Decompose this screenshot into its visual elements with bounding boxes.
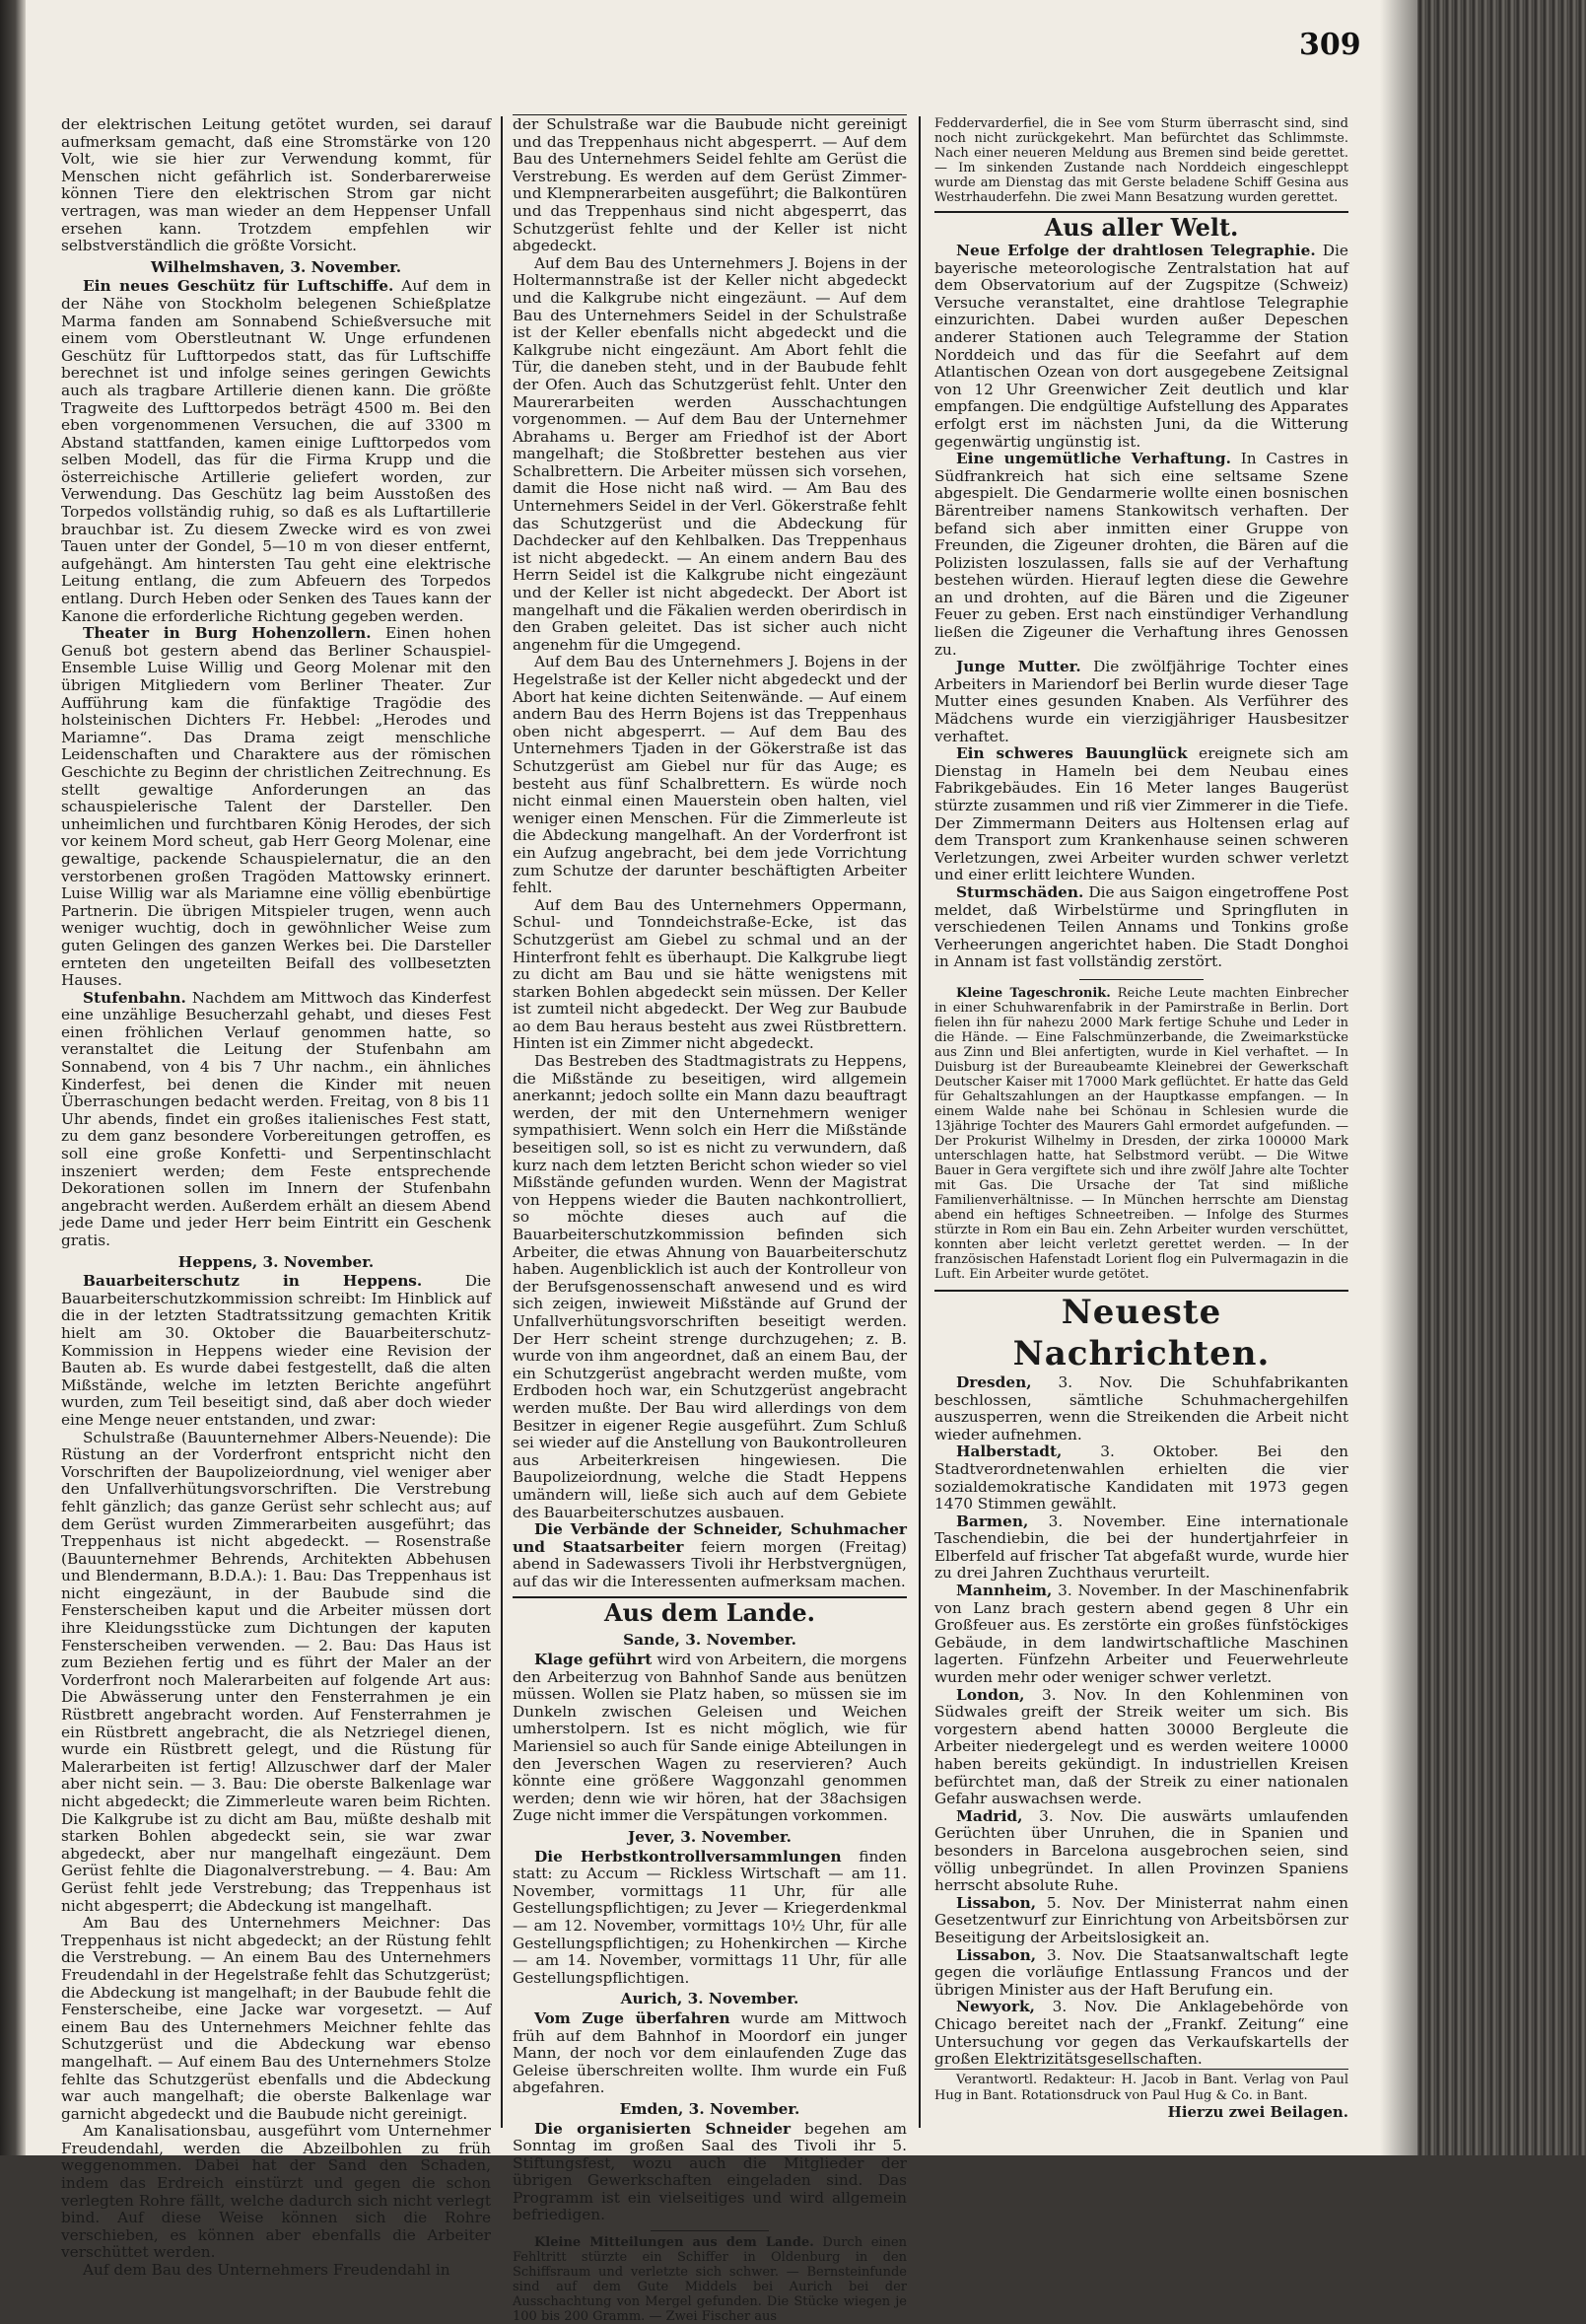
gutter-shadow <box>1380 0 1419 2155</box>
article-headline: Neue Erfolge der drahtlosen Telegraphie. <box>956 242 1316 259</box>
article-text: der Schulstraße war die Baubude nicht gereinigt und das Treppenhaus nicht abgesperrt. — Auf dem Bau des Unternehmers Seidel fehlte am Gerüst die Verstrebung. Es werden auf dem Gerüst Zimmer- und Klempnerarbeiten ausgeführt; die Balkontüren und das Treppenhaus sind nicht abgesperrt, das Schutzgerüst fehlte und der Keller ist nicht abgedeckt. <box>513 115 907 255</box>
news-text: 3. Nov. Die Staatsanwaltschaft legte gegen die vorläufige Entlassung Francos und der übrigen Minister aus der Haft Berufung ein. <box>934 1945 1348 1999</box>
article-headline: Die organisierten Schneider <box>534 2119 792 2138</box>
section-heading-aus-aller-welt: Aus aller Welt. <box>1044 213 1239 242</box>
article-headline: Die Herbstkontrollversammlungen <box>534 1847 842 1866</box>
news-text: 3. Oktober. Bei den Stadtverordnetenwahlen erhielten die vier sozialdemokratische Kandidaten mit 1973 gegen 1470 Stimmen gewählt. <box>934 1443 1348 1514</box>
article-headline: Stufenbahn. <box>83 988 186 1007</box>
section-rule <box>651 2230 769 2231</box>
article-text: Auf dem Bau des Unternehmers J. Bojens in der Holtermannstraße ist der Keller nicht abgedeckt und die Kalkgrube nicht eingezäunt. — Auf dem Bau des Unternehmers Seidel in der Schulstraße ist der Keller ebenfalls nicht abgedeckt und die Kalkgrube nicht eingezäunt. Am Abort fehlt die Tür, die daneben steht, und in der Baubude fehlt der Ofen. Auch das Schutzgerüst fehlt. Unter den Maurerarbeiten werden Ausschachtungen vorgenommen. — Auf dem Bau der Unternehmer Abrahams u. Berger am Friedhof ist der Abort mangelhaft; die Stoßbretter bestehen aus vier Schalbrettern. Die Arbeiter müssen sich vorsehen, damit die Hose nicht naß wird. — Am Bau des Unternehmers Seidel in der Verl. Gökerstraße fehlt das Schutzgerüst und die Abdeckung für Dachdecker auf den Kehlbalken. Das Treppenhaus ist nicht abgedeckt. — An einem andern Bau des Herrn Seidel ist die Kalkgrube nicht eingezäunt und der Keller ist nicht abgedeckt. Der Abort ist mangelhaft und die Fäkalien werden oberirdisch in den Graben geleitet. Das ist sicher auch nicht angenehm für die Umgegend. <box>513 253 907 654</box>
article-text: Nachdem am Mittwoch das Kinderfest eine unzählige Besucherzahl gehabt, und dieses Fest einen fröhlichen Verlauf genommen hatte, so veranstaltet die Leitung der Stufenbahn am Sonnabend, von 4 bis 7 Uhr nachm., ein ähnliches Kinderfest, bei denen die Kinder mit neuen Überraschungen bedacht werden. Freitag, von 8 bis 11 Uhr abends, findet ein großes italienisches Fest statt, zu dem ganz besondere Vorbereitungen getroffen, es soll eine große Konfetti- und Serpentinschlacht inszeniert werden; dem Feste entsprechende Dekorationen sollen im Innern der Stufenbahn angebracht werden. Außerdem erhält an diesem Abend jede Dame und jeder Herr beim Eintritt ein Geschenk gratis. <box>61 988 491 1249</box>
dateline: Wilhelmshaven, 3. November. <box>150 257 402 276</box>
news-place: Newyork, <box>956 1998 1035 2016</box>
article-headline: Ein schweres Bauunglück <box>956 744 1188 763</box>
article-text: Am Kanalisationsbau, ausgeführt vom Unternehmer Freudendahl, werden die Abzeilbohlen zu früh weggenommen. Dabei hat der Sand den Schaden, indem das Erdreich einstürzt und gegen die schon verlegten Rohre fällt, welche dadurch sich nicht verlegt bind. Auf diese Weise können sich die Rohre verschieben, es können aber ebenfalls die Arbeiter verschüttet werden. <box>61 2122 491 2262</box>
article-text: Schulstraße (Bauunternehmer Albers-Neuende): Die Rüstung an der Vorderfront entspricht nicht den Vorschriften der Baupolizeiordnung, viel weniger aber den Unfallverhütungsvorschriften. Die Verstrebung fehlt gänzlich; das ganze Gerüst sehr schlecht aus; auf dem Gerüst wurden Zimmerarbeiten ausgeführt; das Treppenhaus ist nicht abgedeckt. — Rosenstraße (Bauunternehmer Behrends, Architekten Abbehusen und Blendermann, B.D.A.): 1. Bau: Das Treppenhaus ist nicht eingezäunt, in der Baubude sind die Fensterscheiben kaput und die Arbeiter müssen dort ihre Kleidungsstücke zum Dichtungen der kaputen Fensterscheiben verwenden. — 2. Bau: Das Haus ist zum Beziehen fertig und es führt der Maler an der Vorderfront noch Malerarbeiten auf folgende Art aus: Die Abwässerung unter den Fensterrahmen je ein Rüstbrett angebracht worden. Auf Fensterrahmen je ein Rüstbrett angebracht, die als Netzriegel dienen, wurde ein Rüstbrett gelegt, und die Rüstung für Malerarbeiten ist fertig! Allzuschwer darf der Maler aber nicht sein. — 3. Bau: Die oberste Balkenlage war nicht abgedeckt; die Zimmerleute waren beim Richten. Die Kalkgrube ist zu dicht am Bau, müßte deshalb mit starken Bohlen abgedeckt sein, sie war zwar abgedeckt, aber nur mangelhaft eingezäunt. Dem Gerüst fehlte die Diagonalverstrebung. — 4. Bau: Am Gerüst fehlt jede Verstrebung; das Treppenhaus ist nicht abgesperrt; die Abdeckung ist mangelhaft. <box>61 1428 491 1915</box>
article-stufenbahn <box>61 990 491 1250</box>
article-text: finden statt: zu Accum — Rickless Wirtschaft — am 11. November, vormittags 11 Uhr, für alle Gestellungspflichtigen; zu Jever — Kriegerdenkmal — am 12. November, vormittags 10½ Uhr, für alle Gestellungspflichtigen; zu Hohenkirchen — Kirche — am 14. November, vormittags 11 Uhr, für alle Gestellungspflichtigen. <box>513 1847 907 1987</box>
news-text: 5. Nov. Der Ministerrat nahm einen Gesetzentwurf zur Einrichtung von Arbeitsbörsen zur Beseitigung der Arbeitslosigkeit an. <box>934 1893 1348 1946</box>
column-rule-1 <box>501 116 503 2128</box>
section-heading-aus-dem-lande: Aus dem Lande. <box>603 1598 816 1628</box>
article-text: Am Bau des Unternehmers Meichner: Das Treppenhaus ist nicht abgedeckt; an der Rüstung fehlt die Verstrebung. — An einem Bau des Unternehmers Freudendahl in der Hegelstraße fehlt das Schutzgerüst; die Abdeckung ist mangelhaft; in der Baubude fehlt die Fensterscheibe, eine Jacke war vorgesetzt. — Auf einem Bau des Unternehmers Meichner fehlte das Schutzgerüst und die Abdeckung war ebenso mangelhaft. — Auf einem Bau des Unternehmers Stolze fehlte das Schutzgerüst ebenfalls und die Abdeckung war auch mangelhaft; die oberste Balkenlage war garnicht abgedeckt und die Baubude nicht gereinigt. <box>61 1914 491 2123</box>
section-rule <box>934 1290 1348 1292</box>
article-headline: Bauarbeiterschutz in Heppens. <box>83 1272 423 1291</box>
news-place: Halberstadt, <box>956 1443 1063 1461</box>
article-herbstkontroll <box>513 1849 907 1988</box>
dateline: Jever, 3. November. <box>628 1828 792 1846</box>
section-rule <box>934 211 1348 213</box>
news-item <box>934 1583 1348 1687</box>
article-verbaende <box>513 1521 907 1590</box>
news-place: Madrid, <box>956 1806 1023 1825</box>
supplements-note: Hierzu zwei Beilagen. <box>1167 2102 1348 2121</box>
article-text: Durch einen Fehltritt stürzte ein Schiffer in Oldenburg in den Schiffsraum und verletzte sich schwer. — Bernsteinfunde sind auf dem Gute Middels bei Aurich bei der Ausschachtung von Mergel gefunden. Die Stücke wiegen je 100 bis 200 Gramm. — Zwei Fischer aus <box>513 2235 907 2324</box>
news-item <box>934 1514 1348 1583</box>
article-headline: Die Verbände der Schneider, Schuhmacher und Staatsarbeiter <box>513 1520 907 1556</box>
article-text: Reiche Leute machten Einbrecher in einer Schuhwarenfabrik in der Pamirstraße in Berlin. Dort fielen ihn für nahezu 2000 Mark fertige Schuhe und Leder in die Hände. — Eine Falschmünzerbande, die Zweimarkstücke aus Zinn und Blei anfertigten, wurde in Kiel verhaftet. — In Duisburg ist der Bureaubeamte Kleinebrei der Gewerkschaft Deutscher Kaiser mit 17000 Mark geflüchtet. Er hatte das Geld für Gehaltszahlungen an der Hauptkasse empfangen. — In einem Walde nahe bei Schönau in Schlesien wurde die 13jährige Tochter des Maurers Gahl ermordet aufgefunden. — Der Prokurist Wilhelmy in Dresden, der zirka 100000 Mark unterschlagen hatte, hat Selbstmord verübt. — Die Witwe Bauer in Gera vergiftete sich und ihre zwölf Jahre alte Tochter mit Gas. Die Ursache der Tat sind mißliche Familienverhältnisse. — In München herrschte am Dienstag abend ein heftiges Schneetreiben. — Infolge des Sturmes stürzte in Rom ein Bau ein. Zehn Arbeiter wurden verschüttet, konnten aber leicht verletzt gerettet werden. — In der französischen Hafenstadt Lorient flog ein Pulvermagazin in die Luft. Ein Arbeiter wurde getötet. <box>934 985 1348 1282</box>
article-text: wird von Arbeitern, die morgens den Arbeiterzug von Bahnhof Sande aus benützen müssen. Wollen sie Platz haben, so müssen sie im Dunkeln zwischen Geleisen und Weichen umherstolpern. Ist es nicht möglich, wie für Mariensiel so auch für Sande einige Abteilungen in den Jeverschen Wagen zu reservieren? Auch könnte eine größere Waggonzahl genommen werden; denn wie wir hören, hat der 38achsigen Zuge nicht immer die Verspätungen vorkommen. <box>513 1651 907 1825</box>
article-kleine-mitteilungen <box>513 2235 907 2324</box>
column-3 <box>934 116 1348 2128</box>
article-text: Das Bestreben des Stadtmagistrats zu Heppens, die Mißstände zu beseitigen, wird allgemein anerkannt; jedoch sollte ein Mann dazu beauftragt werden, der mit den Unternehmern weniger sympathisiert. Wenn solch ein Herr die Mißstände beseitigen soll, so ist es nicht zu verwundern, daß kurz nach dem letzten Bericht schon wieder so viel Mißstände gefunden wurden. Wenn der Magistrat von Heppens wieder die Bauten nachkontrolliert, so möchte dieses auch auf die Bauarbeiterschutzkommission befinden sich Arbeiter, die etwas Ahnung von Bauarbeiterschutz haben. Augenblicklich ist auch der Kontrolleur von der Berufsgenossenschaft anwesend und es wird sich zeigen, inwieweit Mißstände auf Grund der Unfallverhütungsvorschriften beseitigt werden. Der Herr scheint strenge durchzugehen; z. B. wurde von ihm angeordnet, daß an einem Bau, der ein Schutzgerüst angebracht werden mußte, vom Erdboden hoch war, ein Schutzgerüst angebracht werden mußte. Der Bau wird allerdings von dem Besitzer in eigener Regie ausgeführt. Zum Schluß sei wieder auf die Anstellung von Baukontrolleuren aus Arbeiterkreisen hingewiesen. Die Baupolizeiordnung, welche die Stadt Heppens umändern will, ließe sich auch auf dem Gebiete des Bauarbeiterschutzes ausbauen. <box>513 1052 907 1521</box>
news-text: 3. Nov. Die Schuhfabrikanten beschlossen, sämtliche Schuhmachergehilfen auszusperren, wenn die Streikenden die Arbeit nicht wieder aufnehmen. <box>934 1373 1348 1444</box>
article-headline: Theater in Burg Hohenzollern. <box>83 624 372 643</box>
section-rule <box>1079 979 1204 980</box>
news-text: 3. November. Eine internationale Taschendiebin, die bei der hundertjahrfeier in Elberfeld auf frischer Tat abgefaßt wurde, wurde hier zu drei Jahren Zuchthaus verurteilt. <box>934 1512 1348 1583</box>
article-headline: Junge Mutter. <box>956 658 1081 676</box>
news-text: 3. Nov. Die auswärts umlaufenden Gerüchten über Unruhen, die in Spanien und besonders in Barcelona ausgebrochen seien, sind völlig unbegründet. In allen Provinzen Spaniens herrscht absolute Ruhe. <box>934 1806 1348 1895</box>
imprint: Verantwortl. Redakteur: H. Jacob in Bant. Verlag von Paul Hug in Bant. Rotationsdruck von Paul Hug & Co. in Bant. <box>934 2069 1348 2104</box>
column-rule-2 <box>919 116 921 2128</box>
article-tageschronik <box>934 986 1348 1282</box>
article-headline: Klage geführt <box>534 1651 653 1669</box>
article-text: Die Bauarbeiterschutzkommission schreibt: Im Hinblick auf die in der letzten Stadtratssitzung gemachten Kritik hielt am 30. Oktober die Bauarbeiterschutz-Kommission in Heppens wieder eine Revision der Bauten ab. Es wurde dabei festgestellt, daß die alten Mißstände, welche im letzten Berichte angeführt wurden, zum Teil beseitigt sind, daß aber doch wieder eine Menge neuer entstanden, und zwar: <box>61 1272 491 1429</box>
article-zug <box>513 2010 907 2097</box>
article-text: wurde am Mittwoch früh auf dem Bahnhof in Moordorf ein junger Mann, der noch vor dem einlaufenden Zuge das Geleise überschreiten wollte. Ihm wurde ein Fuß abgefahren. <box>513 2008 907 2097</box>
article-text: Die zwölfjährige Tochter eines Arbeiters in Mariendorf bei Berlin wurde dieser Tage Mutter eines gesunden Knaben. Als Verführer des Mädchens wurde ein vierzigjähriger Hausbesitzer verhaftet. <box>934 658 1348 745</box>
news-place: Mannheim, <box>956 1582 1053 1600</box>
article-telegraphie <box>934 243 1348 451</box>
article-headline: Kleine Tageschronik. <box>956 985 1111 1001</box>
news-item <box>934 1687 1348 1808</box>
article-text: begehen am Sonntag im großen Saal des Tivoli ihr 5. Stiftungsfest, wozu auch die Mitglieder der übrigen Gewerkschaften eingeladen sind. Das Programm ist ein vielseitiges und wird allgemein befriedigen. <box>513 2119 907 2224</box>
dateline: Heppens, 3. November. <box>177 1252 375 1271</box>
news-place: London, <box>956 1685 1025 1704</box>
article-text: feiern morgen (Freitag) abend in Sadewassers Tivoli ihr Herbstvergnügen, auf das wir die Interessenten aufmerksam machen. <box>513 1537 907 1590</box>
article-text: Auf dem in der Nähe von Stockholm belegenen Schießplatze Marma fanden am Sonnabend Schießversuche mit einem vom Oberstleutnant W. Unge erfundenen Geschütz für Lufttorpedos statt, das für Luftschiffe berechnet ist und infolge seines geringen Gewichts auch als tragbare Artillerie dienen kann. Die größte Tragweite des Lufttorpedos beträgt 4500 m. Bei den eben vorgenommenen Versuchen, die auf 3300 m Abstand stattfanden, kamen einige Lufttorpedos vom selben Modell, das für die Firma Krupp und die österreichische Artillerie geliefert worden, zur Verwendung. Das Geschütz lag beim Ausstoßen des Torpedos vollständig ruhig, so daß es als Luftartillerie brauchbar ist. Zu diesem Zwecke wird es von zwei Tauen unter der Gondel, 5—10 m von dieser entfernt, aufgehängt. Am hintersten Tau geht eine elektrische Leitung entlang, die zum Abfeuern des Torpedos entlang. Durch Heben oder Senken des Taues kann der Kanone die erforderliche Richtung gegeben werden. <box>61 277 491 625</box>
article-text: Auf dem Bau des Unternehmers J. Bojens in der Hegelstraße ist der Keller nicht abgedeckt und der Abort hat keine dichten Seitenwände. — Auf einem andern Bau des Herrn Bojens ist das Treppenhaus oben nicht abgesperrt. — Auf dem Bau des Unternehmers Tjaden in der Gökerstraße ist das Schutzgerüst am Giebel nur für das Auge; es besteht aus fünf Schalbrettern. Es würde noch nicht einmal einen Mauerstein oben halten, viel weniger einen Menschen. Für die Zimmerleute ist die Abdeckung mangelhaft. An der Vorderfront ist ein Aufzug angebracht, bei dem jede Vorrichtung zum Schutze der darunter beschäftigten Arbeiter fehlt. <box>513 653 907 897</box>
article-theater <box>61 625 491 989</box>
news-place: Lissabon, <box>956 1945 1037 1964</box>
article-text: ereignete sich am Dienstag in Hameln bei dem Neubau eines Fabrikgebäudes. Ein 16 Meter langes Baugerüst stürzte zusammen und riß vier Zimmerer in die Tiefe. Der Zimmermann Deiters aus Holtensen erlag auf dem Transport zum Krankenhause seinen schweren Verletzungen, zwei Arbeiter wurden schwer verletzt und einer erlitt leichtere Wunden. <box>934 744 1348 884</box>
news-text: 3. Nov. In den Kohlenminen von Südwales greift der Streik weiter um sich. Bis vorgestern abend hatten 30000 Bergleute die Arbeiter niedergelegt und es werden weitere 10000 haben bereits gekündigt. In industriellen Kreisen befürchtet man, daß der Streik zu einer nationalen Gefahr auswachsen werde. <box>934 1685 1348 1808</box>
article-headline: Ein neues Geschütz für Luftschiffe. <box>83 277 394 296</box>
left-page-edge <box>0 0 26 2155</box>
section-heading-neueste-nachrichten: Neueste Nachrichten. <box>1012 1292 1271 1373</box>
dateline: Emden, 3. November. <box>619 2099 800 2118</box>
article-text: In Castres in Südfrankreich hat sich eine seltsame Szene abgespielt. Die Gendarmerie wollte einen bosnischen Bärentreiber namens Stankowitsch verhaften. Der befand sich aber inmitten einer Gruppe von Freunden, die Zigeuner drohten, die Bären auf die Polizisten loszulassen, falls sie auf der Verhaftung bestehen würden. Hierauf legten diese die Gewehre an und drohten, auf die Bären und die Zigeuner Feuer zu geben. Erst nach einstündiger Verhandlung ließen die Zigeuner die Verhaftung ihres Genossen zu. <box>934 450 1348 659</box>
article-schneider <box>513 2121 907 2225</box>
article-bauunglueck <box>934 745 1348 884</box>
article-headline: Eine ungemütliche Verhaftung. <box>956 450 1231 468</box>
article-luftschiffe <box>61 278 491 625</box>
news-place: Barmen, <box>956 1512 1029 1530</box>
article-headline: Kleine Mitteilungen aus dem Lande. <box>534 2235 814 2251</box>
article-text: der elektrischen Leitung getötet wurden, sei darauf aufmerksam gemacht, daß eine Stromstärke von 120 Volt, wie sie hier zur Verwendung kommt, für Menschen nicht gefährlich ist. Sonderbarerweise können Tiere den elektrischen Strom gar nicht vertragen, was man wieder an dem Heppenser Unfall ersehen kann. Trotzdem empfehlen wir selbstverständlich die größte Vorsicht. <box>61 115 491 255</box>
article-text: Auf dem Bau des Unternehmers Freudendahl in <box>83 2261 450 2280</box>
article-verhaftung <box>934 451 1348 659</box>
news-item <box>934 1999 1348 2068</box>
article-headline: Sturmschäden. <box>956 882 1084 901</box>
news-item <box>934 1374 1348 1444</box>
article-headline: Vom Zuge überfahren <box>534 2008 730 2027</box>
news-text: 3. November. In der Maschinenfabrik von Lanz brach gestern abend gegen 8 Uhr ein Großfeuer aus. Es zerstörte ein großes fünfstöckiges Gebäude, in dem landwirtschaftliche Maschinen lagerten. Fünfzehn Arbeiter und Feuerwehrleute wurden mehr oder weniger schwer verletzt. <box>934 1582 1348 1687</box>
news-item <box>934 1947 1348 2000</box>
news-place: Dresden, <box>956 1373 1032 1391</box>
dateline: Sande, 3. November. <box>623 1631 796 1650</box>
column-1 <box>61 115 491 2280</box>
article-text: Die bayerische meteorologische Zentralstation hat auf dem Observatorium auf der Zugspitze (Schweiz) Versuche veranstaltet, eine drahtlose Telegraphie einzurichten. Dabei wurden außer Depeschen anderer Stationen auch Telegramme der Station Norddeich und das für die Seefahrt auf dem Atlantischen Ozean von dort ausgegebene Zeitsignal von 12 Uhr Greenwicher Zeit deutlich und klar empfangen. Die endgültige Aufstellung des Apparates erfolgt erst im nächsten Juni, da die Witterung gegenwärtig ungünstig ist. <box>934 242 1348 451</box>
article-mutter <box>934 659 1348 745</box>
article-text: Die aus Saigon eingetroffene Post meldet, daß Wirbelstürme und Springfluten in verschiedenen Teilen Annams und Tonkins große Verheerungen angerichtet haben. Die Stadt Donghoi in Annam ist fast vollständig zerstört. <box>934 882 1348 971</box>
dateline: Aurich, 3. November. <box>620 1990 799 2008</box>
article-text: Feddervarderfiel, die in See vom Sturm überrascht sind, sind noch nicht zurückgekehrt. Man befürchtet das Schlimmste. Nach einer neueren Meldung aus Bremen sind beide gerettet. — Im sinkenden Zustande nach Norddeich eingeschleppt wurde am Dienstag das mit Gerste beladene Schiff Gesina aus Westrhauderfehn. Die zwei Mann Besatzung wurden gerettet. <box>934 116 1348 205</box>
book-binding <box>1417 0 1586 2155</box>
news-item <box>934 1444 1348 1513</box>
news-text: 3. Nov. Die Anklagebehörde von Chicago bereitet nach der „Frankf. Zeitung“ eine Untersuchung vor gegen das Verkaufskartells der großen Elektrizitätsgesellschaften. <box>934 1998 1348 2069</box>
article-sande <box>513 1652 907 1825</box>
article-text: Auf dem Bau des Unternehmers Oppermann, Schul- und Tonndeichstraße-Ecke, ist das Schutzgerüst am Giebel zu schmal und an der Hinterfront fehlt es überhaupt. Die Kalkgrube liegt zu dicht am Bau und sie hätte wenigstens mit starken Bohlen abgedeckt sein müssen. Der Keller ist zumteil nicht abgedeckt. Der Weg zur Baubude ao dem Bau heraus besteht aus zwei Rüstbrettern. Hinten ist ein Zimmer nicht abgedeckt. <box>513 895 907 1053</box>
article-bauarbeiterschutz <box>61 1273 491 1429</box>
section-rule <box>513 1596 907 1598</box>
news-place: Lissabon, <box>956 1893 1037 1912</box>
news-item <box>934 1808 1348 1895</box>
news-item <box>934 1895 1348 1947</box>
page-number: 309 <box>1299 28 1361 62</box>
article-sturm <box>934 884 1348 971</box>
article-text: Einen hohen Genuß bot gestern abend das Berliner Schauspiel-Ensemble Luise Willig und Georg Molenar mit den übrigen Mitgliedern vom Berliner Theater. Zur Aufführung kam die fünfaktige Tragödie des holsteinischen Dichters Fr. Hebbel: „Herodes und Mariamne“. Das Drama zeigt menschliche Leidenschaften und Charaktere aus der römischen Geschichte zu Beginn der christlichen Zeitrechnung. Es stellt gewaltige Anforderungen an das schauspielerische Talent der Darsteller. Den unheimlichen und furchtbaren König Herodes, der sich vor keinem Mord scheut, gab Herr Georg Molenar, eine gewaltige, packende Schauspielernatur, die an den verstorbenen großen Tragöden Mattowsky erinnert. Luise Willig war als Mariamne eine völlig ebenbürtige Partnerin. Die übrigen Mitspieler trugen, wenn auch weniger wuchtig, doch in gewöhnlicher Weise zum guten Gelingen des ganzen Werkes bei. Die Darsteller ernteten den ungeteilten Beifall des vollbesetzten Hauses. <box>61 624 491 990</box>
column-2 <box>513 115 907 2324</box>
